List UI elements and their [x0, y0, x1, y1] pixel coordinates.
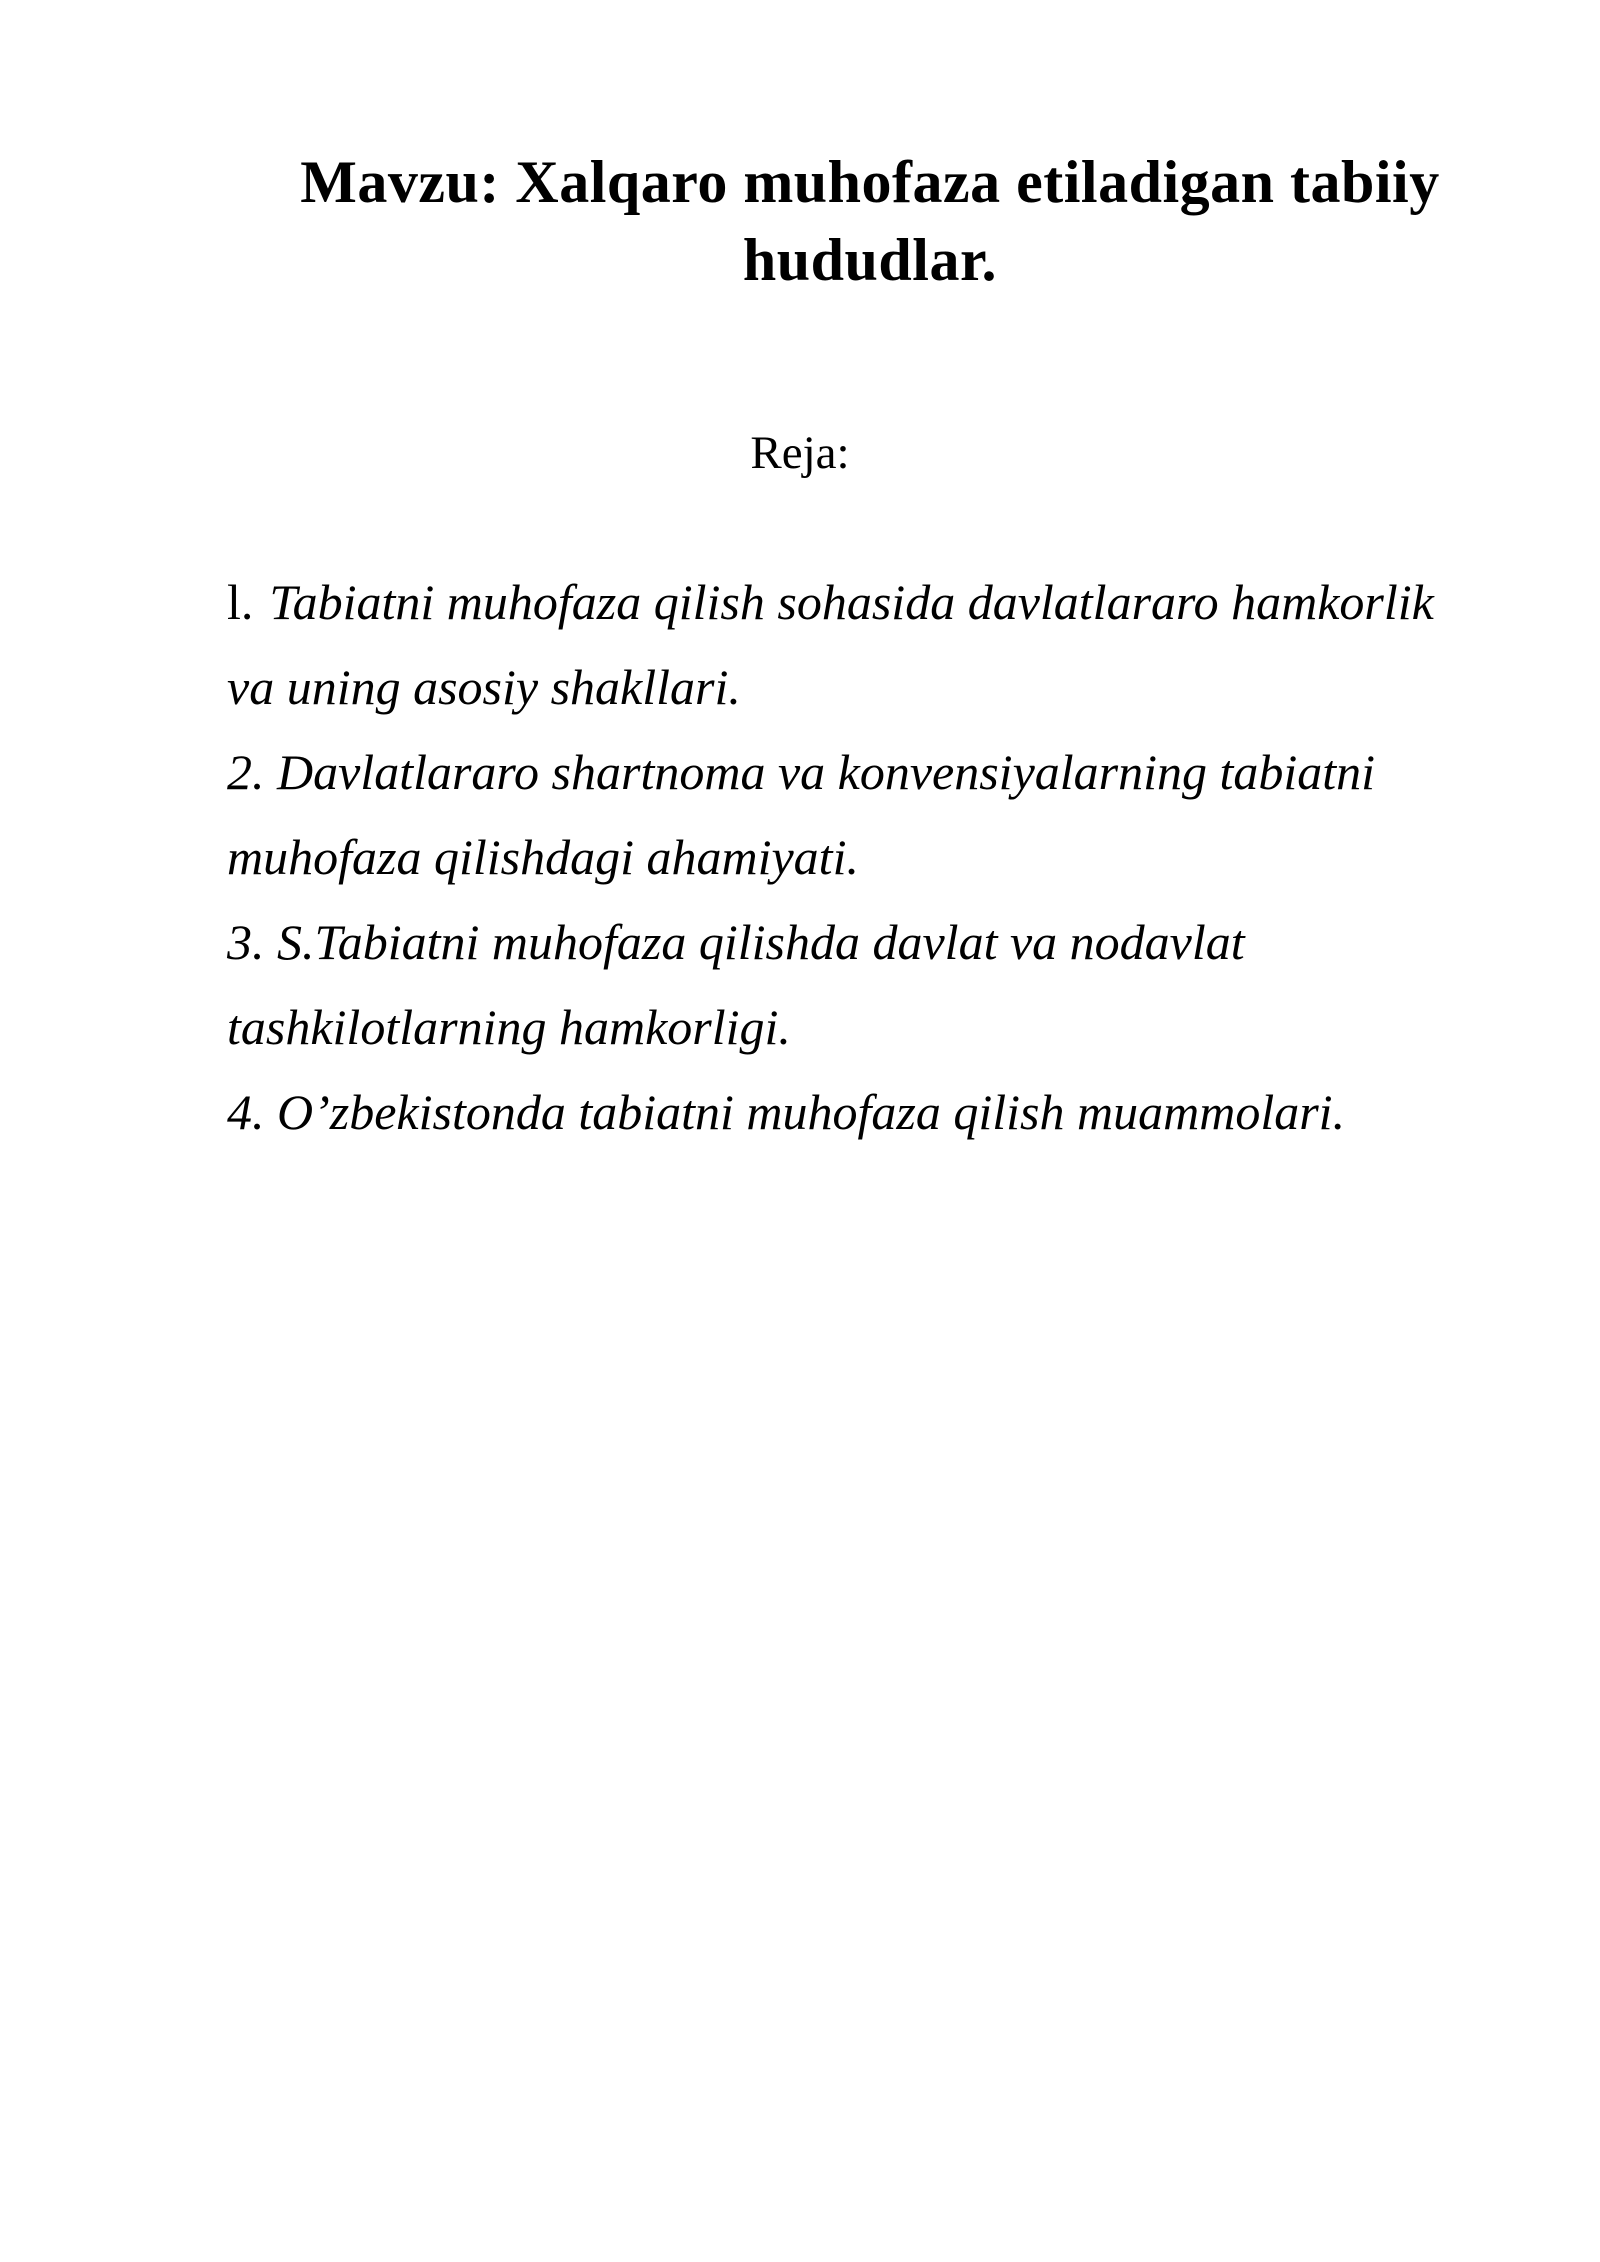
plan-line-marker: l. [227, 574, 254, 630]
plan-line [227, 1070, 1434, 1155]
plan-line [227, 900, 1434, 985]
plan-line-text: muhofaza qilishdagi ahamiyati. [227, 829, 859, 885]
document-title-line-1: Mavzu: Xalqaro muhofaza etiladigan tabiiy [300, 149, 1440, 215]
plan-line-text: 2. Davlatlararo shartnoma va konvensiyalarning tabiatni [227, 744, 1376, 800]
plan-line [227, 645, 1434, 730]
plan-line [227, 815, 1434, 900]
plan-line [227, 730, 1434, 815]
document-title [140, 143, 1600, 299]
plan-line-text: Tabiatni muhofaza qilish sohasida davlatlararo hamkorlik [269, 574, 1434, 630]
plan-line-text: tashkilotlarning hamkorligi. [227, 999, 791, 1055]
plan-line-text: 4. O’zbekistonda tabiatni muhofaza qilish muammolari. [227, 1084, 1346, 1140]
plan-line-text: 3. S.Tabiatni muhofaza qilishda davlat va nodavlat [227, 914, 1245, 970]
plan-heading: Reja: [750, 427, 850, 479]
plan-line [227, 985, 1434, 1070]
document-title-line-2: hududlar. [742, 227, 998, 293]
plan-line [227, 560, 1434, 645]
plan-line-text: va uning asosiy shakllari. [227, 659, 741, 715]
plan-list [227, 560, 1434, 1155]
